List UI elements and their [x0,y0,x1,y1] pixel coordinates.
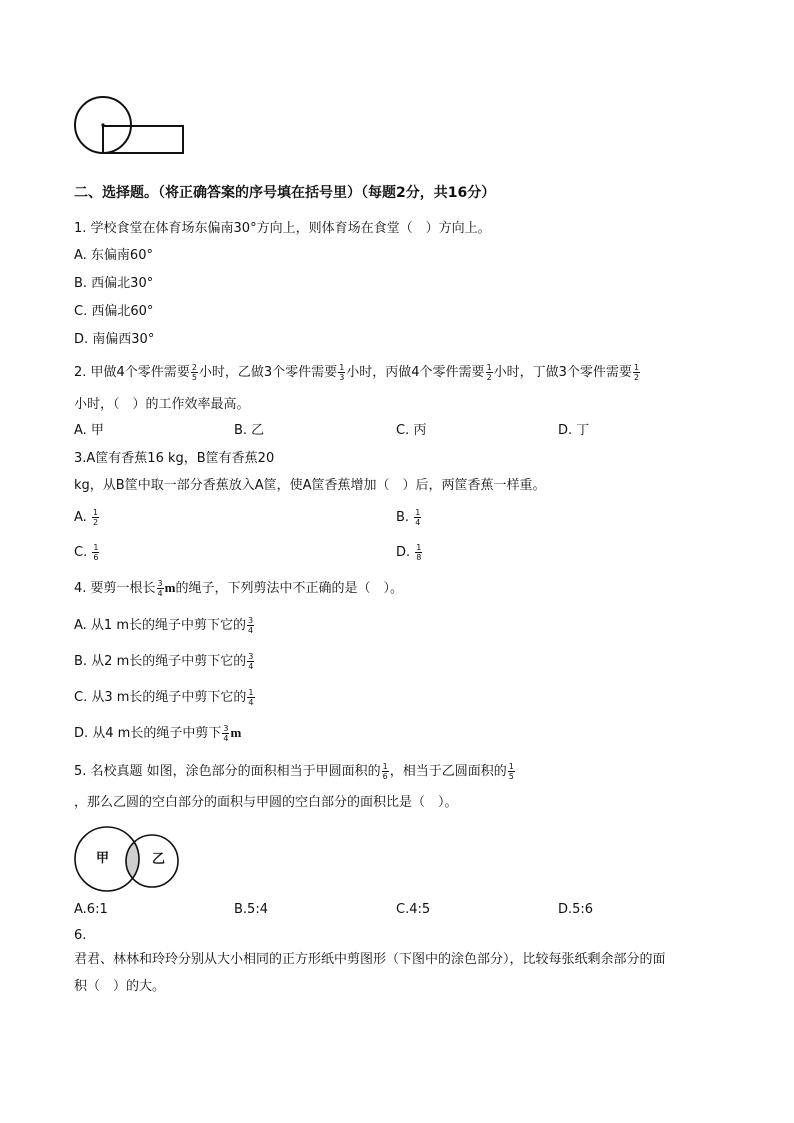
overlapping-circles-figure [72,824,192,894]
q6-stem-line2: 积（ ）的大。 [74,979,166,994]
q5-option-d[interactable]: D.5:6 [558,902,594,917]
q2-fraction-4: $\frac{1}{2}$ [633,363,640,382]
q5-option-b[interactable]: B.5:4 [234,902,268,917]
q2-option-c[interactable]: C. 丙 [396,423,427,438]
q2-fraction-1: $\frac{2}{5}$ [191,363,197,382]
q2-option-a[interactable]: A. 甲 [74,423,104,438]
q1-option-b[interactable]: B. 西偏北30° [74,276,154,291]
q5-option-a[interactable]: A.6:1 [74,902,108,917]
q2-option-d[interactable]: D. 丁 [558,423,590,438]
q1-option-a[interactable]: A. 东偏南60° [74,248,153,263]
q3-stem-line1: 3.A筐有香蕉16 kg，B筐有香蕉20 [74,451,275,466]
q2-stem-line1 [74,363,641,382]
q3-option-b[interactable]: B. $\frac{1}{4}$ [396,508,421,527]
q6-number: 6. [74,928,87,943]
q2-option-b[interactable]: B. 乙 [234,423,265,438]
q2-text-2: 小时，乙做3个零件需要 [198,365,338,380]
q5-stem-line1: 5. 名校真题 如图，涂色部分的面积相当于甲圆面积的 $\frac{1}{6}$ ，相当于乙圆面积的 $\frac{1}{5}$ [74,762,514,781]
q4-fraction: $\frac{3}{4}$ [157,579,163,598]
q2-fraction-2: $\frac{1}{3}$ [339,363,345,382]
circle-label-jia: 甲 [96,851,110,866]
q2-fraction-3: $\frac{1}{2}$ [486,363,492,382]
circle-rectangle-figure [70,92,190,158]
q4-option-b[interactable]: B. 从2 m长的绳子中剪下它的 $\frac{3}{4}$ [74,652,254,671]
q2-text-4: 小时，丁做3个零件需要 [493,365,632,380]
q3-option-c[interactable]: C. $\frac{1}{6}$ [74,543,99,562]
q4-stem: 4. 要剪一根长 $\frac{3}{4}$ m的绳子，下列剪法中不正确的是（ ）。 [74,579,403,598]
q3-option-a[interactable]: A. $\frac{1}{2}$ [74,508,99,527]
q5-stem-line2: ，那么乙圆的空白部分的面积与甲圆的空白部分的面积比是（ ）。 [74,795,458,810]
q3-stem-line2: kg，从B筐中取一部分香蕉放入A筐，使A筐香蕉增加（ ）后，两筐香蕉一样重。 [74,478,546,493]
circle-label-yi: 乙 [152,852,166,867]
q5-fraction-1: $\frac{1}{6}$ [382,762,388,781]
q6-stem-line1: 君君、林林和玲玲分别从大小相同的正方形纸中剪图形（下图中的涂色部分），比较每张纸剩余部分的面 [74,952,666,967]
section-title: 二、选择题。（将正确答案的序号填在括号里）（每题2分，共16分） [74,185,496,201]
q5-fraction-2: $\frac{1}{5}$ [508,762,514,781]
q2-stem-line2: 小时，（ ）的工作效率最高。 [74,397,250,412]
q1-option-d[interactable]: D. 南偏西30° [74,332,155,347]
q3-option-d[interactable]: D. $\frac{1}{8}$ [396,543,422,562]
q4-option-d[interactable]: D. 从4 m长的绳子中剪下 $\frac{3}{4}$ m [74,724,242,743]
q1-stem: 1. 学校食堂在体育场东偏南30°方向上，则体育场在食堂（ ）方向上。 [74,221,491,236]
q4-option-c[interactable]: C. 从3 m长的绳子中剪下它的 $\frac{1}{4}$ [74,688,254,707]
q2-text-3: 小时，丙做4个零件需要 [346,365,485,380]
q4-option-a[interactable]: A. 从1 m长的绳子中剪下它的 $\frac{3}{4}$ [74,616,254,635]
q5-option-c[interactable]: C.4:5 [396,902,431,917]
q2-text-1: 2. 甲做4个零件需要 [74,365,190,380]
q1-option-c[interactable]: C. 西偏北60° [74,304,154,319]
